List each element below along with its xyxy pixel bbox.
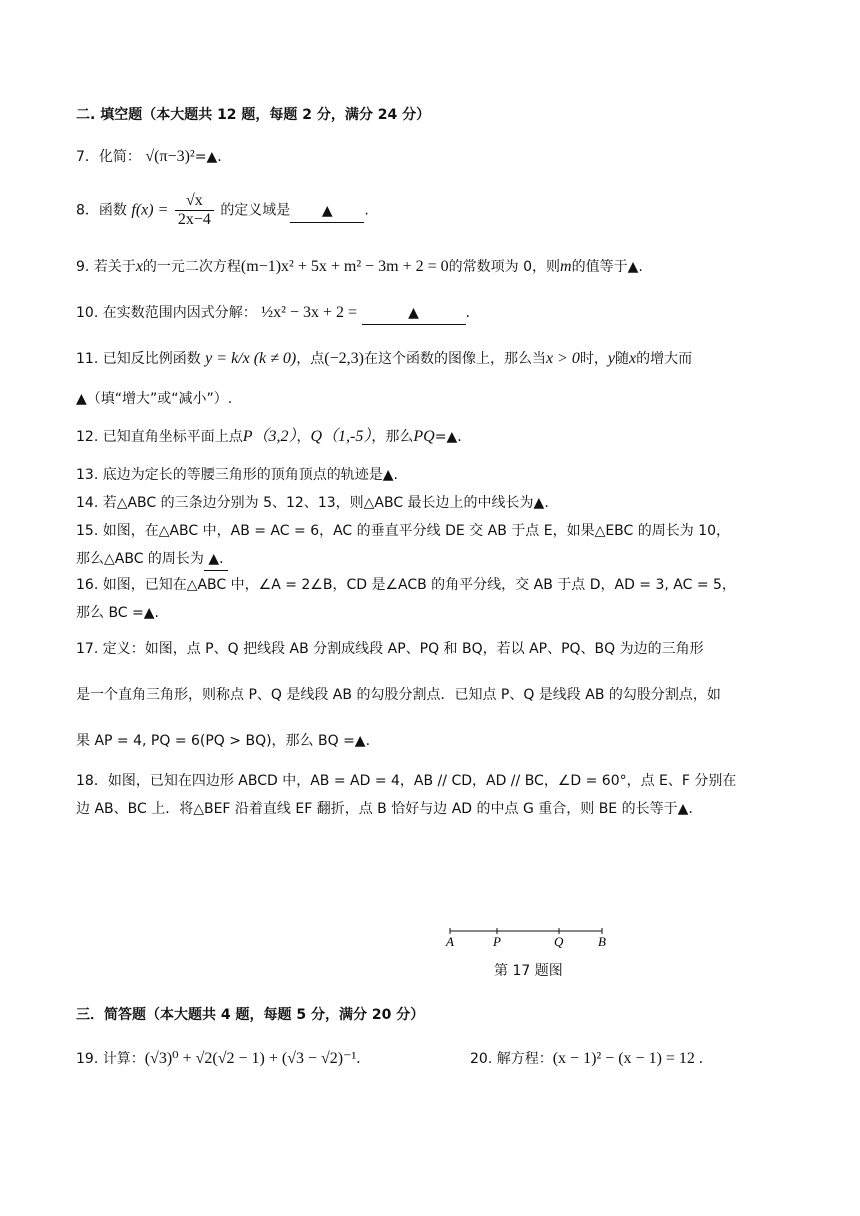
q10-expression: ½x² − 3x + 2 = [261,304,358,321]
question-18: 18．如图，已知在四边形 ABCD 中，AB = AD = 4，AB // CD，AD // BC，∠D = 60°，点 E、F 分别在 [76,773,737,789]
question-16-line-2: 那么 BC =▲. [76,605,159,621]
q7-expression: √(π−3)² [145,148,195,165]
question-15-line-2: 那么△ABC 的周长为 ▲. [76,548,786,571]
figure-17-caption: 第 17 题图 [494,963,563,979]
answer-blank: ▲ [362,302,466,325]
question-8: 8．函数 f(x) = $\frac{√x}{2x-4}$ 的定义域是 ▲ . [76,192,369,228]
label-b: B [598,934,606,949]
figure-17-segment [436,924,616,954]
question-14: 14. 若△ABC 的三条边分别为 5、12、13，则△ABC 最长边上的中线长为▲. [76,495,549,511]
answer-blank: ▲. [204,548,228,571]
question-18-line-2: 边 AB、BC 上．将△BEF 沿着直线 EF 翻折，点 B 恰好与边 AD 的中点 G 重合，则 BE 的长等于▲. [76,801,693,817]
question-15: 15. 如图，在△ABC 中，AB = AC = 6，AC 的垂直平分线 DE 交 AB 于点 E，如果△EBC 的周长为 10， [76,523,731,539]
question-17: 17. 定义：如图，点 P、Q 把线段 AB 分割成线段 AP、PQ 和 BQ，若以 AP、PQ、BQ 为边的三角形 [76,641,704,657]
section-2-title: 二. 填空题（本大题共 12 题，每题 2 分，满分 24 分） [76,107,431,123]
label-q: Q [554,934,564,949]
q9-equation: (m−1)x² + 5x + m² − 3m + 2 = 0 [240,258,449,275]
answer-blank: ▲ [290,200,364,223]
label-a: A [446,934,454,949]
question-19: 19. 计算：(√3)⁰ + √2(√2 − 1) + (√3 − √2)⁻¹. [76,1050,361,1067]
section-3-title: 三．简答题（本大题共 4 题，每题 5 分，满分 20 分） [76,1007,425,1023]
answer-blank: =▲. [434,429,462,445]
question-11: 11. 已知反比例函数 y = k/x (k ≠ 0)，点(−2,3)在这个函数的图像上，那么当x > 0时，y随x的增大而 [76,350,693,367]
question-10: 10. 在实数范围内因式分解： ½x² − 3x + 2 = ▲ . [76,302,786,325]
answer-blank: =▲. [194,149,222,165]
question-17-line-2: 是一个直角三角形，则称点 P、Q 是线段 AB 的勾股分割点．已知点 P、Q 是线段 AB 的勾股分割点，如 [76,687,721,703]
q20-equation: (x − 1)² − (x − 1) = 12 . [552,1050,703,1067]
q19-expression: (√3)⁰ + √2(√2 − 1) + (√3 − √2)⁻¹. [144,1050,361,1067]
question-17-line-3: 果 AP = 4, PQ = 6(PQ > BQ)，那么 BQ =▲. [76,733,371,749]
q11-function: y = k/x (k ≠ 0) [205,350,297,367]
label-p: P [493,934,501,949]
question-9: 9. 若关于x的一元二次方程(m−1)x² + 5x + m² − 3m + 2 = 0的常数项为 0，则m的值等于▲. [76,258,643,275]
question-16: 16. 如图，已知在△ABC 中，∠A = 2∠B，CD 是∠ACB 的角平分线，交 AB 于点 D，AD = 3, AC = 5， [76,577,736,593]
question-13: 13. 底边为定长的等腰三角形的顶角顶点的轨迹是▲. [76,467,398,483]
question-11-line-2: ▲（填“增大”或“减小”）. [76,391,233,407]
answer-blank: ▲. [627,259,643,275]
q8-fraction: $\frac{√x}{2x-4}$ [175,192,214,229]
question-20: 20. 解方程：(x − 1)² − (x − 1) = 12 . [470,1050,703,1067]
question-12: 12. 已知直角坐标平面上点P（3,2），Q（1,-5），那么PQ=▲. [76,428,462,445]
question-7: 7．化简： √(π−3)²=▲. [76,148,222,165]
